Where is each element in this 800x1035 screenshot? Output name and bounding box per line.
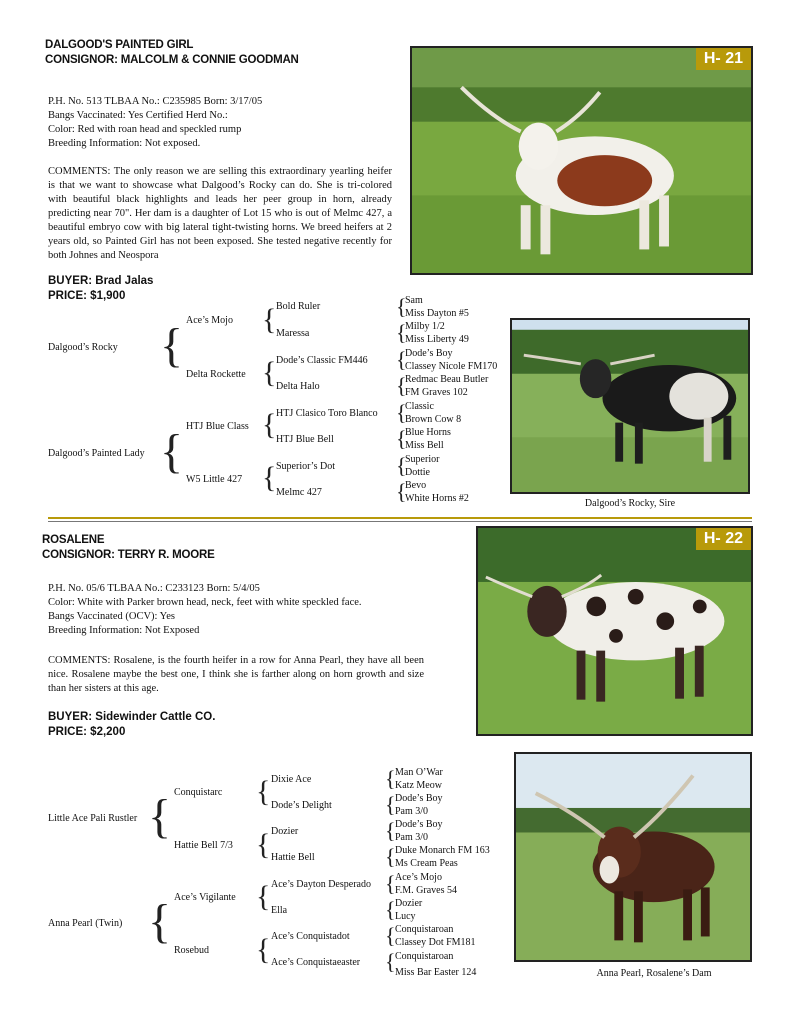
h22-lot-badge: H- 22 bbox=[696, 528, 751, 550]
h21-info-2: Bangs Vaccinated: Yes Certified Herd No.: bbox=[48, 110, 228, 121]
section-divider-gray bbox=[48, 521, 752, 522]
h22-dam-caption: Anna Pearl, Rosalene’s Dam bbox=[596, 968, 712, 979]
h21-ped-g2-1: Ace’s Mojo bbox=[186, 315, 233, 326]
h21-ped-g4-6: Classey Nicole FM170 bbox=[405, 361, 498, 372]
h22-brace-sire: { bbox=[148, 790, 172, 843]
h22-ped-g4-13: Conquistaroan bbox=[395, 924, 454, 935]
h22-ped-g3-4: Hattie Bell bbox=[271, 852, 315, 863]
h21-ped-dam: Dalgood’s Painted Lady bbox=[48, 448, 145, 459]
h22-ped-g4-6: Pam 3/0 bbox=[395, 832, 429, 843]
h22-brace-g3-3: { bbox=[385, 818, 396, 843]
h21-ped-g3-7: Superior’s Dot bbox=[276, 461, 335, 472]
h21-ped-g4-11: Blue Horns bbox=[405, 427, 451, 438]
h21-brace-g2-3: { bbox=[262, 408, 277, 441]
h21-brace-g3-6: { bbox=[396, 426, 407, 451]
h21-consignor: CONSIGNOR: MALCOLM & CONNIE GOODMAN bbox=[45, 54, 299, 66]
h22-info-1: P.H. No. 05/6 TLBAA No.: C233123 Born: 5/4/05 bbox=[48, 583, 260, 594]
h21-ped-g3-8: Melmc 427 bbox=[276, 487, 322, 498]
h22-ped-g2-4: Rosebud bbox=[174, 945, 209, 956]
h21-ped-sire: Dalgood’s Rocky bbox=[48, 342, 118, 353]
h22-comments: COMMENTS: Rosalene, is the fourth heifer in a row for Anna Pearl, they have all been nice. Rosalene maybe the best one, I think she is farther along on horn growth and size than her sisters at this age. bbox=[48, 655, 424, 694]
h22-photo bbox=[476, 526, 753, 736]
h22-ped-g4-1: Man O’War bbox=[395, 767, 443, 778]
h21-ped-g4-3: Milby 1/2 bbox=[405, 321, 445, 332]
h22-ped-g2-3: Ace’s Vigilante bbox=[174, 892, 236, 903]
h21-brace-dam: { bbox=[160, 425, 184, 478]
h22-brace-g2-3: { bbox=[256, 880, 271, 913]
h22-ped-g4-2: Katz Meow bbox=[395, 780, 442, 791]
h21-ped-g4-14: Dottie bbox=[405, 467, 430, 478]
h22-ped-g4-5: Dode’s Boy bbox=[395, 819, 443, 830]
h21-ped-g4-1: Sam bbox=[405, 295, 423, 306]
h22-ped-g2-1: Conquistarc bbox=[174, 787, 223, 798]
h22-brace-g3-1: { bbox=[385, 766, 396, 791]
h22-brace-g2-2: { bbox=[256, 828, 271, 861]
h22-consignor: CONSIGNOR: TERRY R. MOORE bbox=[42, 549, 215, 561]
h21-title: DALGOOD'S PAINTED GIRL bbox=[45, 39, 194, 51]
h21-photo bbox=[410, 46, 753, 275]
h21-lot-badge: H- 21 bbox=[696, 48, 751, 70]
h21-ped-g4-8: FM Graves 102 bbox=[405, 387, 468, 398]
h22-ped-dam: Anna Pearl (Twin) bbox=[48, 918, 123, 929]
h21-ped-g4-2: Miss Dayton #5 bbox=[405, 308, 469, 319]
h22-info-4: Breeding Information: Not Exposed bbox=[48, 625, 200, 636]
h22-ped-g3-3: Dozier bbox=[271, 826, 299, 837]
h22-buyer: BUYER: Sidewinder Cattle CO. bbox=[48, 711, 216, 723]
h22-ped-g4-12: Lucy bbox=[395, 911, 416, 922]
h22-brace-dam: { bbox=[148, 895, 172, 948]
h22-price: PRICE: $2,200 bbox=[48, 726, 126, 738]
h22-ped-g4-16: Miss Bar Easter 124 bbox=[395, 967, 477, 978]
h21-ped-g4-16: White Horns #2 bbox=[405, 493, 469, 504]
h21-brace-g3-4: { bbox=[396, 373, 407, 398]
h21-brace-g2-2: { bbox=[262, 356, 277, 389]
h22-title: ROSALENE bbox=[42, 534, 105, 546]
h22-brace-g3-6: { bbox=[385, 897, 396, 922]
h22-ped-g3-2: Dode’s Delight bbox=[271, 800, 332, 811]
h21-ped-g4-7: Redmac Beau Butler bbox=[405, 374, 489, 385]
h22-ped-g2-2: Hattie Bell 7/3 bbox=[174, 840, 233, 851]
h21-ped-g2-3: HTJ Blue Class bbox=[186, 421, 249, 432]
h21-comments: COMMENTS: The only reason we are selling this extraordinary yearling heifer is that we want to showcase what Dalgood’s Rocky can do. She is tri-colored with beautiful black highlights and leads her peer group in horn, already predicting near 70". Her dam is a daughter of Lot 15 who is out of Melmc 427, a beautiful embryo cow with big lateral tight-twisting horns. We breed heifers at 2 years old, so Painted Girl has not been exposed. She tested negative recently for both Johnes and Neospora bbox=[48, 166, 392, 261]
h22-brace-g2-1: { bbox=[256, 775, 271, 808]
h21-brace-g3-7: { bbox=[396, 453, 407, 478]
section-divider-gold bbox=[48, 517, 752, 519]
h22-ped-g3-8: Ace’s Conquistaeaster bbox=[271, 957, 361, 968]
h22-info-2: Color: White with Parker brown head, neck, feet with white speckled face. bbox=[48, 597, 362, 608]
h22-brace-g3-8: { bbox=[385, 949, 396, 974]
h21-ped-g2-2: Delta Rockette bbox=[186, 369, 246, 380]
h21-info-3: Color: Red with roan head and speckled rump bbox=[48, 124, 242, 135]
h21-sire-caption: Dalgood’s Rocky, Sire bbox=[584, 498, 676, 509]
h22-ped-g3-7: Ace’s Conquistadot bbox=[271, 931, 350, 942]
h21-ped-g3-3: Dode’s Classic FM446 bbox=[276, 355, 368, 366]
h22-ped-g4-8: Ms Cream Peas bbox=[395, 858, 458, 869]
h22-ped-g4-15: Conquistaroan bbox=[395, 951, 454, 962]
h21-ped-g4-13: Superior bbox=[405, 454, 440, 465]
h21-sire-photo bbox=[510, 318, 750, 494]
h22-brace-g2-4: { bbox=[256, 933, 271, 966]
h21-brace-g3-2: { bbox=[396, 320, 407, 345]
h22-dam-photo bbox=[514, 752, 752, 962]
h21-ped-g3-4: Delta Halo bbox=[276, 381, 320, 392]
h22-info-3: Bangs Vaccinated (OCV): Yes bbox=[48, 611, 175, 622]
h21-ped-g4-9: Classic bbox=[405, 401, 434, 412]
h22-ped-g4-9: Ace’s Mojo bbox=[395, 872, 442, 883]
h21-info-1: P.H. No. 513 TLBAA No.: C235985 Born: 3/17/05 bbox=[48, 96, 263, 107]
h21-ped-g3-5: HTJ Clasico Toro Blanco bbox=[276, 408, 378, 419]
h21-ped-g4-10: Brown Cow 8 bbox=[405, 414, 462, 425]
h22-ped-g4-3: Dode’s Boy bbox=[395, 793, 443, 804]
h21-ped-g4-15: Bevo bbox=[405, 480, 427, 491]
h21-brace-g3-8: { bbox=[396, 479, 407, 504]
h21-ped-g4-12: Miss Bell bbox=[405, 440, 444, 451]
h22-ped-g3-1: Dixie Ace bbox=[271, 774, 312, 785]
h21-brace-g3-1: { bbox=[396, 294, 407, 319]
h21-buyer: BUYER: Brad Jalas bbox=[48, 275, 154, 287]
h21-brace-g2-4: { bbox=[262, 461, 277, 494]
h22-ped-g4-4: Pam 3/0 bbox=[395, 806, 429, 817]
h21-ped-g3-1: Bold Ruler bbox=[276, 301, 321, 312]
h22-brace-g3-7: { bbox=[385, 923, 396, 948]
h21-brace-g2-1: { bbox=[262, 303, 277, 336]
h22-brace-g3-2: { bbox=[385, 792, 396, 817]
h21-price: PRICE: $1,900 bbox=[48, 290, 126, 302]
h21-info-4: Breeding Information: Not exposed. bbox=[48, 138, 201, 149]
h21-ped-g3-2: Maressa bbox=[276, 328, 310, 339]
h21-ped-g2-4: W5 Little 427 bbox=[186, 474, 243, 485]
h21-brace-g3-5: { bbox=[396, 400, 407, 425]
h21-ped-g4-4: Miss Liberty 49 bbox=[405, 334, 469, 345]
h22-ped-g4-7: Duke Monarch FM 163 bbox=[395, 845, 490, 856]
h21-brace-g3-3: { bbox=[396, 347, 407, 372]
h21-ped-g4-5: Dode’s Boy bbox=[405, 348, 453, 359]
h22-ped-g4-11: Dozier bbox=[395, 898, 423, 909]
h21-brace-sire: { bbox=[160, 319, 184, 372]
h22-brace-g3-4: { bbox=[385, 844, 396, 869]
h22-ped-sire: Little Ace Pali Rustler bbox=[48, 813, 138, 824]
h22-ped-g3-6: Ella bbox=[271, 905, 288, 916]
h22-ped-g4-10: F.M. Graves 54 bbox=[395, 885, 457, 896]
h21-ped-g3-6: HTJ Blue Bell bbox=[276, 434, 334, 445]
h22-ped-g4-14: Classey Dot FM181 bbox=[395, 937, 476, 948]
h22-ped-g3-5: Ace’s Dayton Desperado bbox=[271, 879, 371, 890]
h22-brace-g3-5: { bbox=[385, 871, 396, 896]
